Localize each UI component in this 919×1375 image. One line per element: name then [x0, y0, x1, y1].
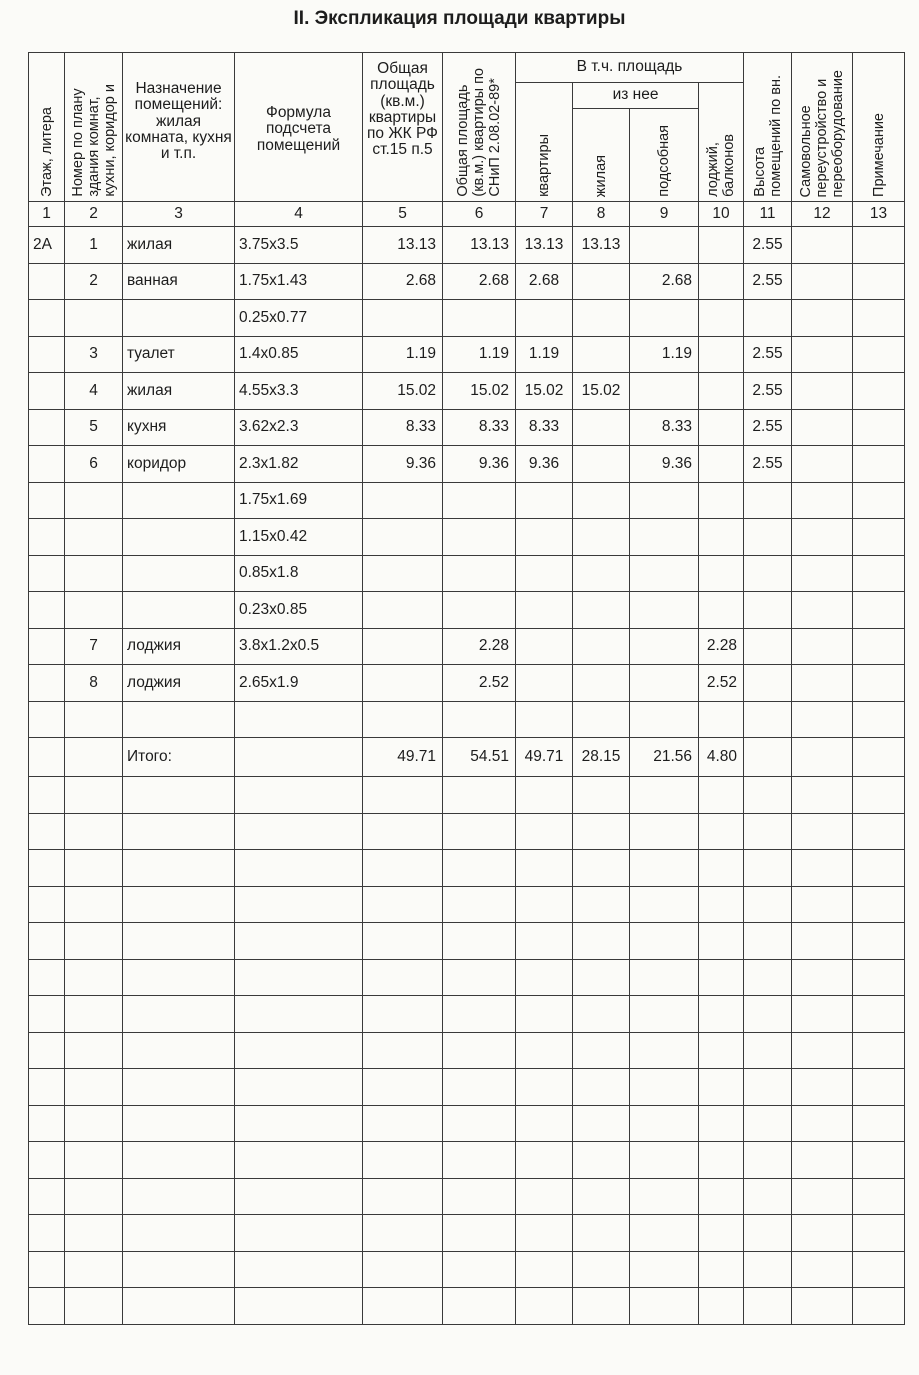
cell-aux: 8.33	[630, 409, 699, 446]
cell-living	[573, 665, 630, 702]
cell-loggia	[699, 592, 744, 629]
cell-formula: 0.85x1.8	[235, 555, 363, 592]
cell-loggia: 2.52	[699, 665, 744, 702]
cell-unauthorized	[792, 665, 853, 702]
cell-formula: 3.62x2.3	[235, 409, 363, 446]
cell-area5: 1.19	[363, 336, 443, 373]
total-empty-cell	[235, 738, 363, 777]
cell-height	[744, 592, 792, 629]
cell-aux	[630, 628, 699, 665]
cell-formula: 1.75x1.69	[235, 482, 363, 519]
cell-formula: 1.15x0.42	[235, 519, 363, 556]
cell-aux: 2.68	[630, 263, 699, 300]
total-empty-cell	[853, 738, 905, 777]
cell-formula: 1.75x1.43	[235, 263, 363, 300]
cell-area7: 1.19	[516, 336, 573, 373]
cell-formula: 2.65x1.9	[235, 665, 363, 702]
empty-row	[29, 850, 905, 887]
cell-loggia	[699, 446, 744, 483]
cell-area5	[363, 665, 443, 702]
cell-height	[744, 300, 792, 337]
empty-row	[29, 1142, 905, 1179]
cell-loggia	[699, 336, 744, 373]
cell-note	[853, 665, 905, 702]
cell-aux: 1.19	[630, 336, 699, 373]
cell-height: 2.55	[744, 227, 792, 264]
cell-num	[65, 519, 123, 556]
cell-note	[853, 555, 905, 592]
cell-floor	[29, 592, 65, 629]
cell-area7: 15.02	[516, 373, 573, 410]
cell-purpose: лоджия	[123, 628, 235, 665]
table-row	[29, 555, 905, 592]
header-height: Высота помещений по вн.	[744, 53, 792, 202]
cell-living	[573, 446, 630, 483]
cell-unauthorized	[792, 227, 853, 264]
explication-table	[28, 52, 905, 1325]
table-row	[29, 263, 905, 300]
total-value: 49.71	[363, 738, 443, 777]
cell-purpose: коридор	[123, 446, 235, 483]
cell-living	[573, 409, 630, 446]
total-value: 28.15	[573, 738, 630, 777]
total-value: 49.71	[516, 738, 573, 777]
cell-area5	[363, 628, 443, 665]
header-group-area: В т.ч. площадь	[516, 53, 744, 83]
table-row	[29, 409, 905, 446]
empty-row	[29, 1288, 905, 1325]
table-row	[29, 665, 905, 702]
cell-area5	[363, 555, 443, 592]
cell-area6	[443, 482, 516, 519]
cell-height: 2.55	[744, 263, 792, 300]
cell-floor	[29, 373, 65, 410]
cell-aux: 9.36	[630, 446, 699, 483]
cell-floor	[29, 555, 65, 592]
header-total-area-snip: Общая площадь (кв.м.) квартиры по СНиП 2.08.02-89*	[443, 53, 516, 202]
cell-note	[853, 373, 905, 410]
cell-loggia	[699, 409, 744, 446]
cell-loggia	[699, 482, 744, 519]
cell-purpose: ванная	[123, 263, 235, 300]
total-empty-cell	[29, 738, 65, 777]
table-row	[29, 701, 905, 738]
cell-area6: 2.52	[443, 665, 516, 702]
cell-living	[573, 592, 630, 629]
cell-area6	[443, 519, 516, 556]
cell-num	[65, 482, 123, 519]
cell-area5	[363, 482, 443, 519]
header-auxiliary: подсобная	[630, 109, 699, 202]
cell-area7	[516, 482, 573, 519]
cell-purpose: лоджия	[123, 665, 235, 702]
empty-row	[29, 1215, 905, 1252]
cell-area5	[363, 300, 443, 337]
cell-purpose	[123, 555, 235, 592]
header-floor: Этаж, литера	[29, 53, 65, 202]
cell-num: 1	[65, 227, 123, 264]
table-row	[29, 227, 905, 264]
cell-living	[573, 263, 630, 300]
empty-row	[29, 959, 905, 996]
cell-loggia: 2.28	[699, 628, 744, 665]
cell-area6: 13.13	[443, 227, 516, 264]
cell-area6	[443, 300, 516, 337]
cell-note	[853, 482, 905, 519]
cell-living: 13.13	[573, 227, 630, 264]
table-row	[29, 336, 905, 373]
cell-num: 6	[65, 446, 123, 483]
cell-floor: 2А	[29, 227, 65, 264]
cell-area5: 9.36	[363, 446, 443, 483]
empty-row	[29, 1251, 905, 1288]
cell-loggia	[699, 555, 744, 592]
empty-row	[29, 923, 905, 960]
cell-purpose	[123, 519, 235, 556]
cell-num	[65, 300, 123, 337]
cell-aux	[630, 592, 699, 629]
total-label: Итого:	[123, 738, 235, 777]
header-living: жилая	[573, 109, 630, 202]
cell-floor	[29, 519, 65, 556]
cell-note	[853, 446, 905, 483]
cell-num: 2	[65, 263, 123, 300]
empty-row	[29, 1032, 905, 1069]
cell-area7: 9.36	[516, 446, 573, 483]
cell-num: 4	[65, 373, 123, 410]
cell-num: 7	[65, 628, 123, 665]
cell-area5: 8.33	[363, 409, 443, 446]
cell-height	[744, 628, 792, 665]
cell-purpose	[123, 482, 235, 519]
cell-living: 15.02	[573, 373, 630, 410]
cell-purpose	[123, 592, 235, 629]
page-title: II. Экспликация площади квартиры	[293, 8, 626, 29]
cell-note	[853, 263, 905, 300]
cell-unauthorized	[792, 482, 853, 519]
cell-area6: 1.19	[443, 336, 516, 373]
cell-aux	[630, 555, 699, 592]
cell-loggia	[699, 300, 744, 337]
cell-unauthorized	[792, 409, 853, 446]
total-value: 21.56	[630, 738, 699, 777]
cell-height	[744, 555, 792, 592]
cell-unauthorized	[792, 336, 853, 373]
empty-row	[29, 1069, 905, 1106]
cell-area7: 13.13	[516, 227, 573, 264]
cell-area7: 8.33	[516, 409, 573, 446]
table-row	[29, 592, 905, 629]
cell-area6: 8.33	[443, 409, 516, 446]
cell-unauthorized	[792, 300, 853, 337]
cell-num	[65, 555, 123, 592]
cell-aux	[630, 373, 699, 410]
cell-floor	[29, 628, 65, 665]
table-row	[29, 482, 905, 519]
cell-floor	[29, 263, 65, 300]
cell-area7	[516, 665, 573, 702]
cell-living	[573, 482, 630, 519]
cell-unauthorized	[792, 628, 853, 665]
table-row	[29, 446, 905, 483]
cell-floor	[29, 336, 65, 373]
total-value: 54.51	[443, 738, 516, 777]
cell-note	[853, 409, 905, 446]
header-note: Примечание	[853, 53, 905, 202]
cell-note	[853, 336, 905, 373]
cell-formula: 2.3x1.82	[235, 446, 363, 483]
cell-area5	[363, 592, 443, 629]
cell-aux	[630, 482, 699, 519]
cell-formula: 0.25x0.77	[235, 300, 363, 337]
header-purpose: Назначение помещений: жилая комната, кухня и т.п.	[123, 53, 235, 202]
cell-note	[853, 519, 905, 556]
cell-floor	[29, 300, 65, 337]
cell-unauthorized	[792, 446, 853, 483]
cell-purpose: жилая	[123, 227, 235, 264]
cell-height	[744, 482, 792, 519]
table-row	[29, 628, 905, 665]
cell-unauthorized	[792, 263, 853, 300]
cell-area7: 2.68	[516, 263, 573, 300]
cell-loggia	[699, 227, 744, 264]
header-plan-number: Номер по плану здания комнат, кухни, коридор и	[65, 53, 123, 202]
cell-aux	[630, 519, 699, 556]
cell-area6: 2.68	[443, 263, 516, 300]
header-total-area-zhk: Общая площадь (кв.м.) квартиры по ЖК РФ ст.15 п.5	[363, 53, 443, 202]
cell-area7	[516, 300, 573, 337]
total-value: 4.80	[699, 738, 744, 777]
cell-living	[573, 519, 630, 556]
cell-purpose: туалет	[123, 336, 235, 373]
cell-floor	[29, 409, 65, 446]
cell-formula: 4.55x3.3	[235, 373, 363, 410]
empty-row	[29, 1178, 905, 1215]
cell-area6: 15.02	[443, 373, 516, 410]
cell-area5: 15.02	[363, 373, 443, 410]
cell-num: 3	[65, 336, 123, 373]
cell-unauthorized	[792, 373, 853, 410]
cell-area7	[516, 628, 573, 665]
header-of-which: из нее	[573, 83, 699, 109]
total-empty-cell	[65, 738, 123, 777]
cell-height: 2.55	[744, 409, 792, 446]
cell-area7	[516, 555, 573, 592]
column-number-row: 1 2 3 4 5 6 7 8 9 10 11 12 13	[29, 202, 905, 227]
cell-note	[853, 592, 905, 629]
cell-aux	[630, 665, 699, 702]
cell-area7	[516, 519, 573, 556]
cell-formula: 1.4x0.85	[235, 336, 363, 373]
total-row	[29, 738, 905, 777]
cell-formula: 0.23x0.85	[235, 592, 363, 629]
empty-row	[29, 886, 905, 923]
cell-unauthorized	[792, 519, 853, 556]
total-empty-cell	[744, 738, 792, 777]
cell-area6	[443, 592, 516, 629]
cell-floor	[29, 482, 65, 519]
total-empty-cell	[792, 738, 853, 777]
cell-formula: 3.75x3.5	[235, 227, 363, 264]
cell-num	[65, 592, 123, 629]
cell-formula: 3.8x1.2x0.5	[235, 628, 363, 665]
cell-living	[573, 336, 630, 373]
cell-area5: 13.13	[363, 227, 443, 264]
cell-note	[853, 300, 905, 337]
cell-unauthorized	[792, 592, 853, 629]
cell-aux	[630, 300, 699, 337]
cell-height	[744, 519, 792, 556]
cell-area5	[363, 519, 443, 556]
cell-area6: 2.28	[443, 628, 516, 665]
empty-row	[29, 813, 905, 850]
cell-num: 5	[65, 409, 123, 446]
cell-height: 2.55	[744, 336, 792, 373]
empty-row	[29, 777, 905, 814]
table-row	[29, 519, 905, 556]
header-apartment: квартиры	[516, 83, 573, 202]
cell-loggia	[699, 373, 744, 410]
cell-aux	[630, 227, 699, 264]
cell-loggia	[699, 519, 744, 556]
cell-note	[853, 227, 905, 264]
cell-height: 2.55	[744, 373, 792, 410]
cell-note	[853, 628, 905, 665]
cell-num: 8	[65, 665, 123, 702]
cell-floor	[29, 446, 65, 483]
cell-living	[573, 628, 630, 665]
table-row	[29, 373, 905, 410]
header-unauthorized: Самовольное переустройство и переоборудование	[792, 53, 853, 202]
cell-purpose	[123, 300, 235, 337]
cell-height	[744, 665, 792, 702]
cell-loggia	[699, 263, 744, 300]
empty-row	[29, 1105, 905, 1142]
table-row	[29, 300, 905, 337]
cell-living	[573, 300, 630, 337]
cell-area7	[516, 592, 573, 629]
cell-area6	[443, 555, 516, 592]
cell-height: 2.55	[744, 446, 792, 483]
cell-purpose: жилая	[123, 373, 235, 410]
cell-purpose: кухня	[123, 409, 235, 446]
cell-area6: 9.36	[443, 446, 516, 483]
header-loggia: лоджий, балконов	[699, 83, 744, 202]
cell-area5: 2.68	[363, 263, 443, 300]
cell-living	[573, 555, 630, 592]
cell-unauthorized	[792, 555, 853, 592]
cell-floor	[29, 665, 65, 702]
header-formula: Формула подсчета помещений	[235, 53, 363, 202]
empty-row	[29, 996, 905, 1033]
